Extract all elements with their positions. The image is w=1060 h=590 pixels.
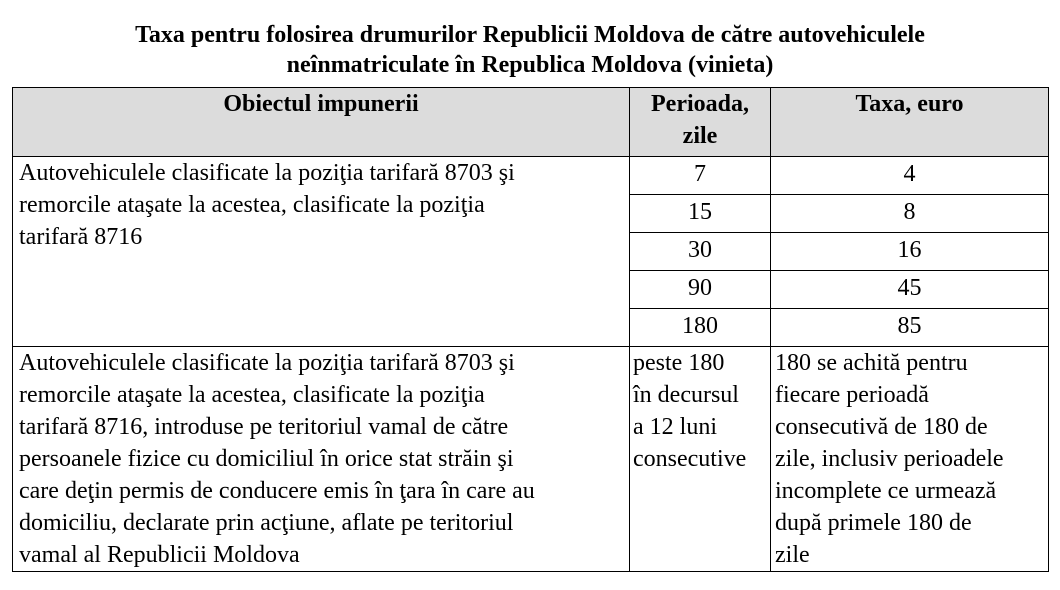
table-row — [13, 157, 1049, 195]
row1-desc-line: remorcile ataşate la acestea, clasificate la poziţia — [19, 192, 485, 218]
row2-fee-line: după primele 180 de — [775, 510, 972, 536]
table-row — [13, 347, 1049, 572]
row2-fee-line: 180 se achită pentru — [775, 350, 968, 376]
row2-fee — [771, 347, 1049, 572]
row2-period — [630, 347, 771, 572]
rate-period: 7 — [630, 157, 771, 195]
row2-period-line: a 12 luni — [633, 414, 717, 440]
row2-period-line: consecutive — [633, 446, 747, 472]
rate-period: 180 — [630, 309, 771, 347]
header-period — [630, 88, 771, 157]
rate-fee: 16 — [771, 233, 1049, 271]
title-line-2: neînmatriculate în Republica Moldova (vinieta) — [286, 52, 774, 78]
title-line-1: Taxa pentru folosirea drumurilor Republicii Moldova de către autovehiculele — [135, 22, 925, 48]
row2-desc-line: tarifară 8716, introduse pe teritoriul vamal de către — [19, 414, 509, 440]
document-title — [0, 20, 1060, 80]
row2-desc-line: remorcile ataşate la acestea, clasificate la poziţia — [19, 382, 485, 408]
rate-fee: 45 — [771, 271, 1049, 309]
row2-desc-line: care deţin permis de conducere emis în ţara în care au — [19, 478, 535, 504]
header-object: Obiectul impunerii — [13, 88, 630, 157]
row2-period-line: în decursul — [633, 382, 739, 408]
row2-period-line: peste 180 — [633, 350, 725, 376]
row2-fee-line: incomplete ce urmează — [775, 478, 997, 504]
row2-fee-line: zile — [775, 542, 810, 568]
row2-desc-line: Autovehiculele clasificate la poziţia tarifară 8703 şi — [19, 350, 515, 376]
header-fee: Taxa, euro — [771, 88, 1049, 157]
row2-description — [13, 347, 630, 572]
rate-period: 30 — [630, 233, 771, 271]
rate-fee: 4 — [771, 157, 1049, 195]
vignette-fee-table — [12, 87, 1049, 572]
row2-fee-line: consecutivă de 180 de — [775, 414, 988, 440]
rate-period: 90 — [630, 271, 771, 309]
header-period-line-1: Perioada, — [651, 91, 749, 117]
row1-desc-line: tarifară 8716 — [19, 224, 143, 250]
row2-desc-line: persoanele fizice cu domiciliul în orice stat străin şi — [19, 446, 514, 472]
table-header-row — [13, 88, 1049, 157]
rate-fee: 85 — [771, 309, 1049, 347]
row2-desc-line: vamal al Republicii Moldova — [19, 542, 300, 568]
row2-desc-line: domiciliu, declarate prin acţiune, aflate pe teritoriul — [19, 510, 514, 536]
row1-desc-line: Autovehiculele clasificate la poziţia tarifară 8703 şi — [19, 160, 515, 186]
header-period-line-2: zile — [682, 123, 718, 149]
row2-fee-line: zile, inclusiv perioadele — [775, 446, 1004, 472]
row1-description — [13, 157, 630, 347]
rate-period: 15 — [630, 195, 771, 233]
row2-fee-line: fiecare perioadă — [775, 382, 929, 408]
rate-fee: 8 — [771, 195, 1049, 233]
